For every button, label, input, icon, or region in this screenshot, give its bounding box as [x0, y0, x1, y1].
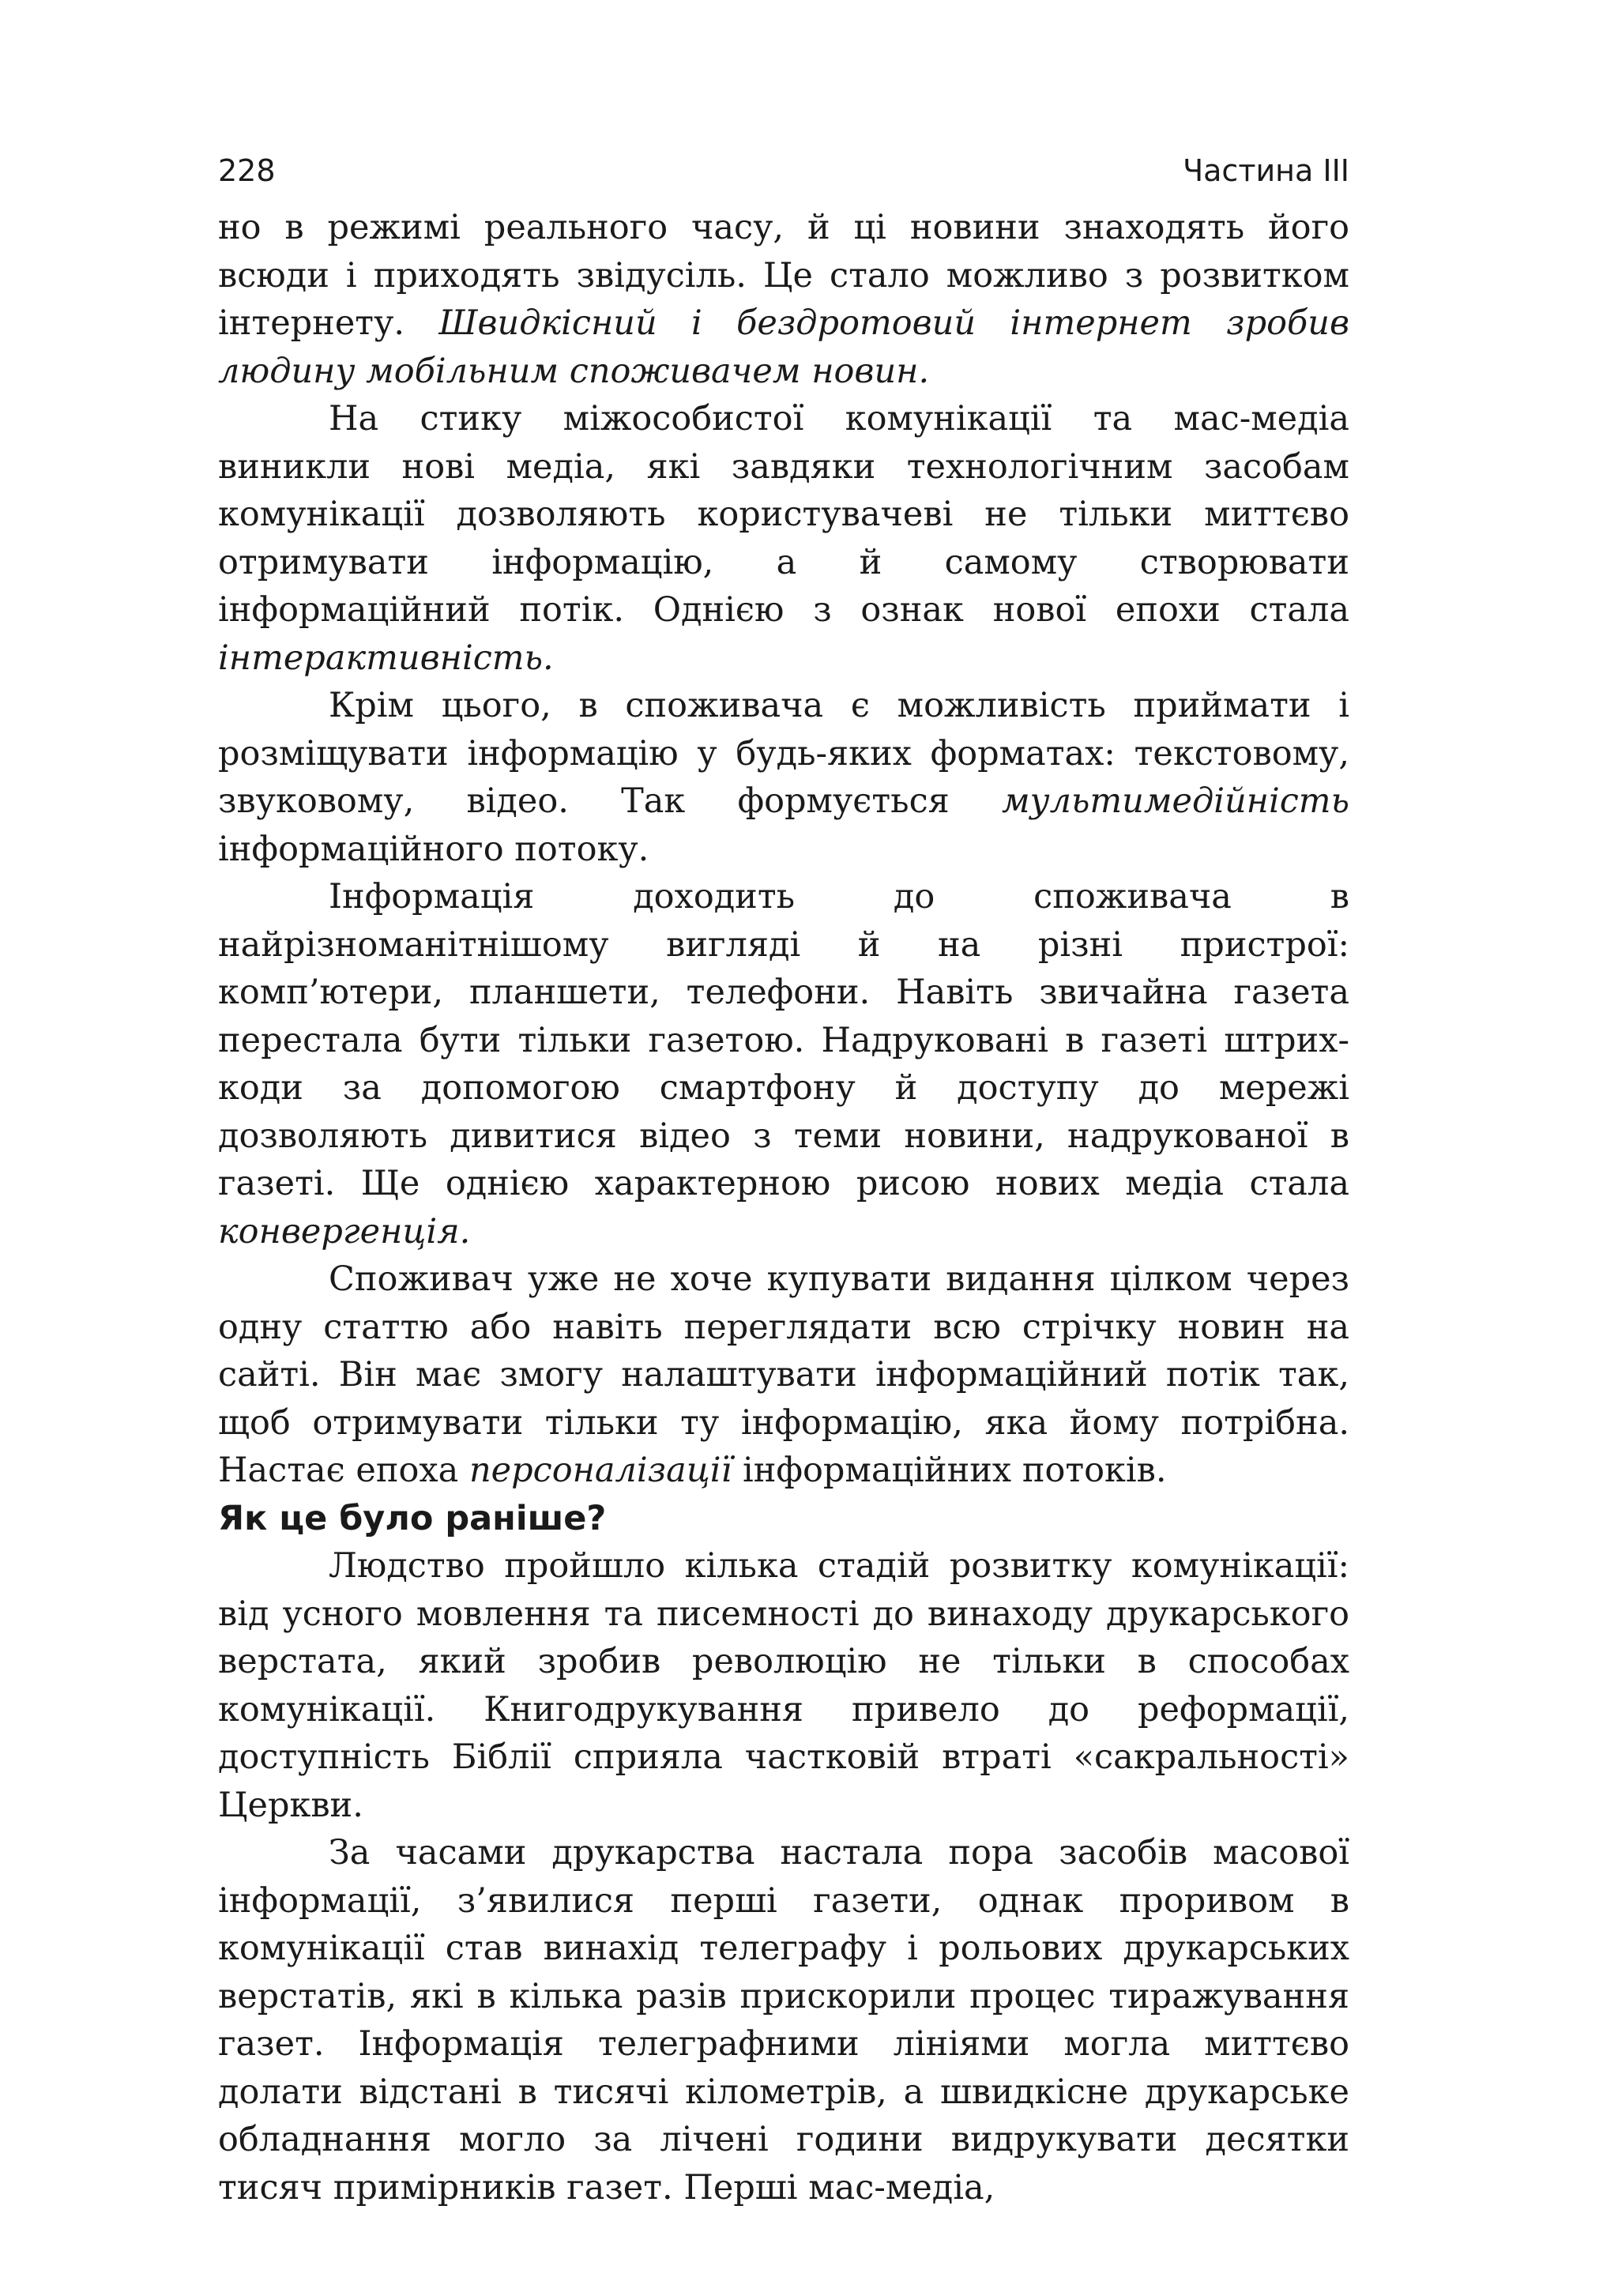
- running-head: [218, 147, 1349, 194]
- paragraph-text: На стику міжособистої комунікації та мас-медіа виникли нові медіа, які завдяки технологічним засобам комунікації дозволяють користувачеві не тільки миттєво отримувати інформацію, а й самому створювати інформаційний потік. Однією з ознак нової епохи стала: [218, 399, 1349, 630]
- section-heading: Як це було раніше?: [218, 1498, 607, 1538]
- paragraph-text: но в режимі реального часу, й ці новини знаходять його всюди і приходять звідусіль. Це стало можливо з розвитком інтернету.: [218, 208, 1349, 343]
- paragraph-text: Крім цього, в споживача є можливість приймати і розміщувати інформацію у будь-яких форматах: текстовому, звуковому, відео. Так формується: [218, 686, 1349, 821]
- paragraph-text: інформаційних потоків.: [732, 1451, 1167, 1490]
- italic-term: мультимедійність: [1002, 781, 1349, 821]
- paragraph-continued: [218, 204, 1349, 395]
- italic-term: конвергенція.: [218, 1211, 471, 1252]
- paragraph-personalization: [218, 1255, 1349, 1495]
- paragraph-multimedia: [218, 682, 1349, 873]
- paragraph-convergence: [218, 873, 1349, 1255]
- paragraph-mass-media: За часами друкарства настала пора засобів масової інформації, з’явилися перші газети, однак проривом в комунікації став винахід телеграфу і рольових друкарських верстатів, які в кілька разів прискорили процес тиражування газет. Інформація телеграфними лініями могла миттєво долати відстані в тисячі кілометрів, а швидкісне друкарське обладнання могло за лічені години видрукувати десятки тисяч примірників газет. Перші мас-медіа,: [218, 1833, 1349, 2208]
- paragraph-history: Людство пройшло кілька стадій розвитку комунікації: від усного мовлення та писемності до винаходу друкарського верстата, який зробив революцію не тільки в способах комунікації. Книгодрукування привело до реформації, доступність Біблії сприяла частковій втраті «сакральності» Церкви.: [218, 1546, 1349, 1825]
- paragraph-text: інформаційного потоку.: [218, 829, 649, 869]
- italic-term: персоналізації: [468, 1451, 732, 1490]
- paragraph-new-media: [218, 395, 1349, 682]
- paragraph-text: Споживач уже не хоче купувати видання цілком через одну статтю або навіть переглядати всю стрічку новин на сайті. Він має змогу налаштувати інформаційний потік так, щоб отримувати тільки ту інформацію, яка йому потрібна. Настає епоха: [218, 1259, 1349, 1490]
- page-number: 228: [218, 153, 276, 188]
- paragraph-text: Інформація доходить до споживача в найрізноманітнішому вигляді й на різні пристрої: комп’ютери, планшети, телефони. Навіть звичайна газета перестала бути тільки газетою. Надруковані в газеті штрих-коди за допомогою смартфону й доступу до мережі дозволяють дивитися відео з теми новини, надрукованої в газеті. Ще однією характерною рисою нових медіа стала: [218, 877, 1349, 1203]
- section-label: Частина ІІІ: [1183, 153, 1349, 188]
- body-text: [218, 204, 1349, 2211]
- italic-term: інтерактивність.: [218, 638, 554, 678]
- italic-emphasis: Швидкісний і бездротовий інтернет зробив людину мобільним споживачем новин.: [218, 303, 1349, 391]
